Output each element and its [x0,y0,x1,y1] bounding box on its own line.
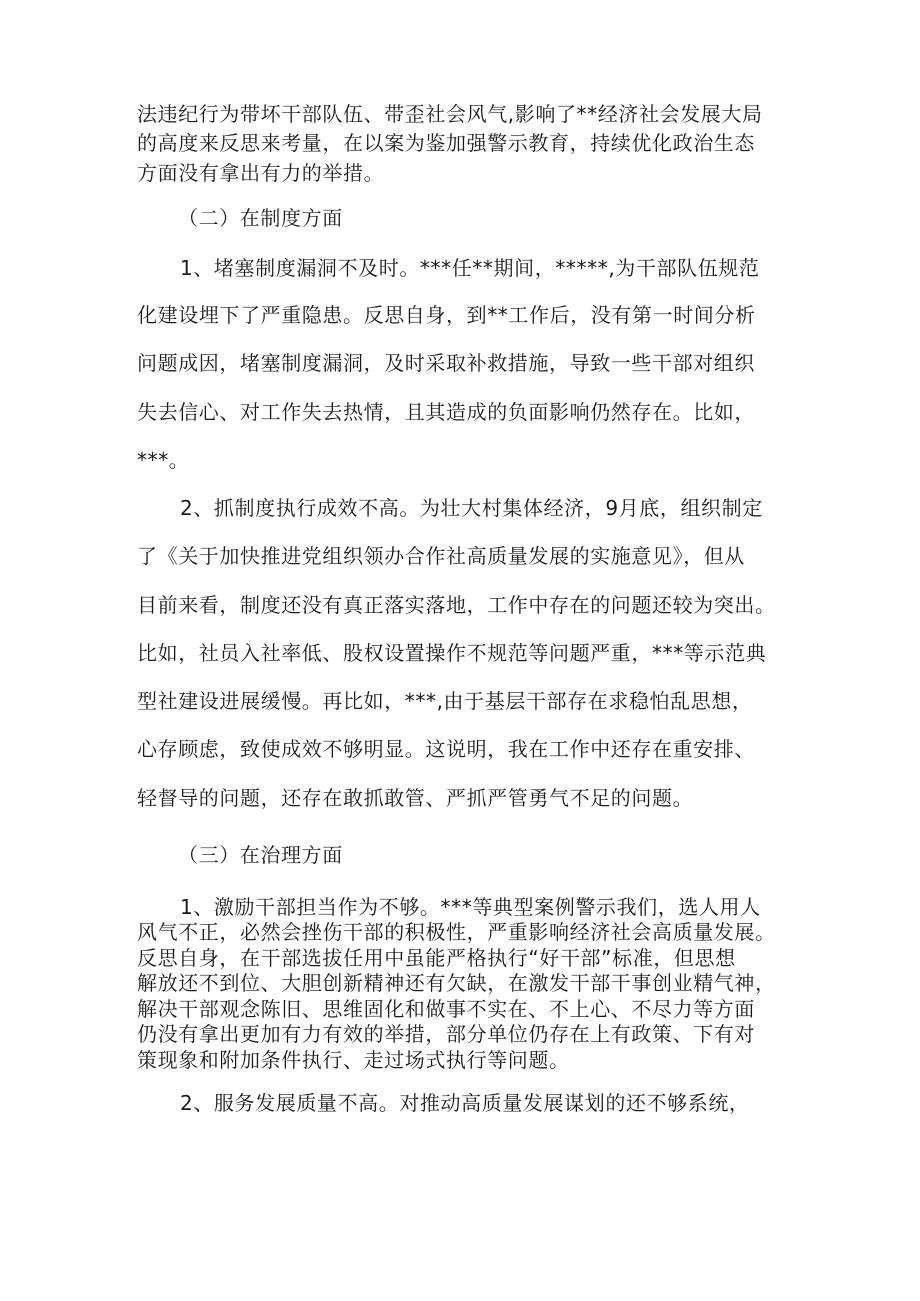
body-text-line: 目前来看，制度还没有真正落实落地，工作中存在的问题还较为突出。 [137,593,776,617]
section-heading-institution: （二）在制度方面 [178,206,343,230]
body-text-line: 2、服务发展质量不高。对推动高质量发展谋划的还不够系统， [180,1091,750,1115]
body-text-line: 1、激励干部担当作为不够。***等典型案例警示我们，选人用人 [180,895,761,919]
body-text-line: 轻督导的问题，还存在敢抓敢管、严抓严管勇气不足的问题。 [137,786,694,810]
body-text-line: 2、抓制度执行成效不高。为壮大村集体经济，9月底，组织制定 [180,496,763,520]
body-text-line: 法违纪行为带坏干部队伍、带歪社会风气,影响了**经济社会发展大局 [137,102,763,126]
body-text-line: 型社建设进展缓慢。再比如，***,由于基层干部存在求稳怕乱思想， [137,689,753,713]
body-text-line: 比如，社员入社率低、股权设置操作不规范等问题严重，***等示范典 [137,641,767,665]
body-text-line: 失去信心、对工作失去热情，且其造成的负面影响仍然存在。比如， [137,400,755,424]
body-text-line: 化建设埋下了严重隐患。反思自身，到**工作后，没有第一时间分析 [137,303,756,327]
body-text-line: 1、堵塞制度漏洞不及时。***任**期间，*****,为干部队伍规范 [180,256,760,280]
body-text-line: ***。 [137,448,190,472]
body-text-line: 策现象和附加条件执行、走过场式执行等问题。 [137,1048,570,1072]
body-text-line: 方面没有拿出有力的举措。 [137,161,385,185]
body-text-line: 风气不正，必然会挫伤干部的积极性，严重影响经济社会高质量发展。 [137,920,776,944]
body-text-line: 解放还不到位、大胆创新精神还有欠缺，在激发干部干事创业精气神， [137,971,776,995]
body-text-line: 心存顾虑，致使成效不够明显。这说明，我在工作中还存在重安排、 [137,737,755,761]
body-text-line: 反思自身，在干部选拔任用中虽能严格执行“好干部”标准，但思想 [137,946,736,970]
body-text-line: 仍没有拿出更加有力有效的举措，部分单位仍存在上有政策、下有对 [137,1022,755,1046]
body-text-line: 问题成因，堵塞制度漏洞，及时采取补救措施，导致一些干部对组织 [137,351,755,375]
section-heading-governance: （三）在治理方面 [178,843,343,867]
body-text-line: 解决干部观念陈旧、思维固化和做事不实在、不上心、不尽力等方面 [137,997,755,1021]
body-text-line: 的高度来反思来考量，在以案为鉴加强警示教育，持续优化政治生态 [137,131,755,155]
body-text-line: 了《关于加快推进党组织领办合作社高质量发展的实施意见》，但从 [137,544,745,568]
